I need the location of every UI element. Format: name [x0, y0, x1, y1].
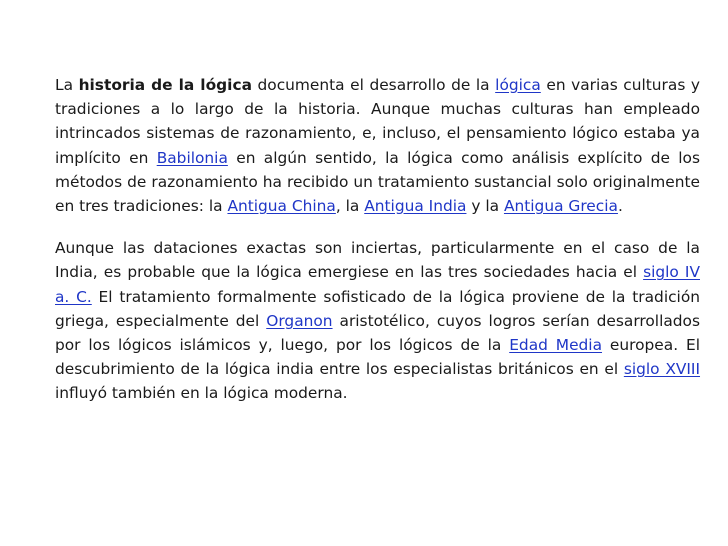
text-run: La — [55, 76, 79, 94]
text-run: . — [617, 197, 623, 216]
text-body — [55, 73, 700, 406]
paragraph-2 — [55, 236, 700, 405]
text-run: El tratamiento formalmente sofisticado de la lógica proviene de la tradición griega, especialmente del — [55, 287, 701, 330]
link-antigua-china[interactable]: Antigua China — [227, 197, 336, 216]
link-logica[interactable]: lógica — [495, 76, 541, 94]
bold-term-historia-de-la-logica: historia de la lógica — [78, 76, 252, 94]
text-run: influyó también en la lógica moderna. — [55, 384, 348, 403]
text-run: documenta el desarrollo de la — [251, 76, 496, 94]
link-organon[interactable]: Organon — [266, 311, 333, 330]
text-run: en varias culturas y tradiciones a lo largo de la historia. Aunque muchas culturas han empleado intrincados sistemas de razonamiento, e, incluso, el pensamiento lógico estaba ya implícito en — [55, 76, 700, 167]
text-run: y la — [466, 197, 504, 216]
text-run: europea. El descubrimiento de la lógica india entre los especialistas británicos en el — [55, 336, 700, 379]
link-babilonia[interactable]: Babilonia — [156, 148, 228, 167]
text-run: Aunque las dataciones exactas son inciertas, particularmente en el caso de la India, es probable que la lógica emergiese en las tres sociedades hacia el — [55, 239, 700, 282]
link-siglo-xviii[interactable]: siglo XVIII — [623, 360, 701, 379]
link-antigua-grecia[interactable]: Antigua Grecia — [503, 197, 618, 216]
paragraph-1 — [55, 73, 700, 218]
text-run: aristotélico, cuyos logros serían desarrollados por los lógicos islámicos y, luego, por los lógicos de la — [55, 311, 700, 355]
link-siglo-iv-ac[interactable]: siglo IV a. C. — [55, 263, 700, 306]
text-run: en algún sentido, la lógica como análisis explícito de los métodos de razonamiento ha recibido un tratamiento sustancial solo originalmente en tres tradiciones: la — [55, 148, 700, 216]
text-run: , la — [335, 197, 365, 216]
link-antigua-india[interactable]: Antigua India — [364, 197, 467, 216]
link-edad-media[interactable]: Edad Media — [509, 336, 603, 355]
